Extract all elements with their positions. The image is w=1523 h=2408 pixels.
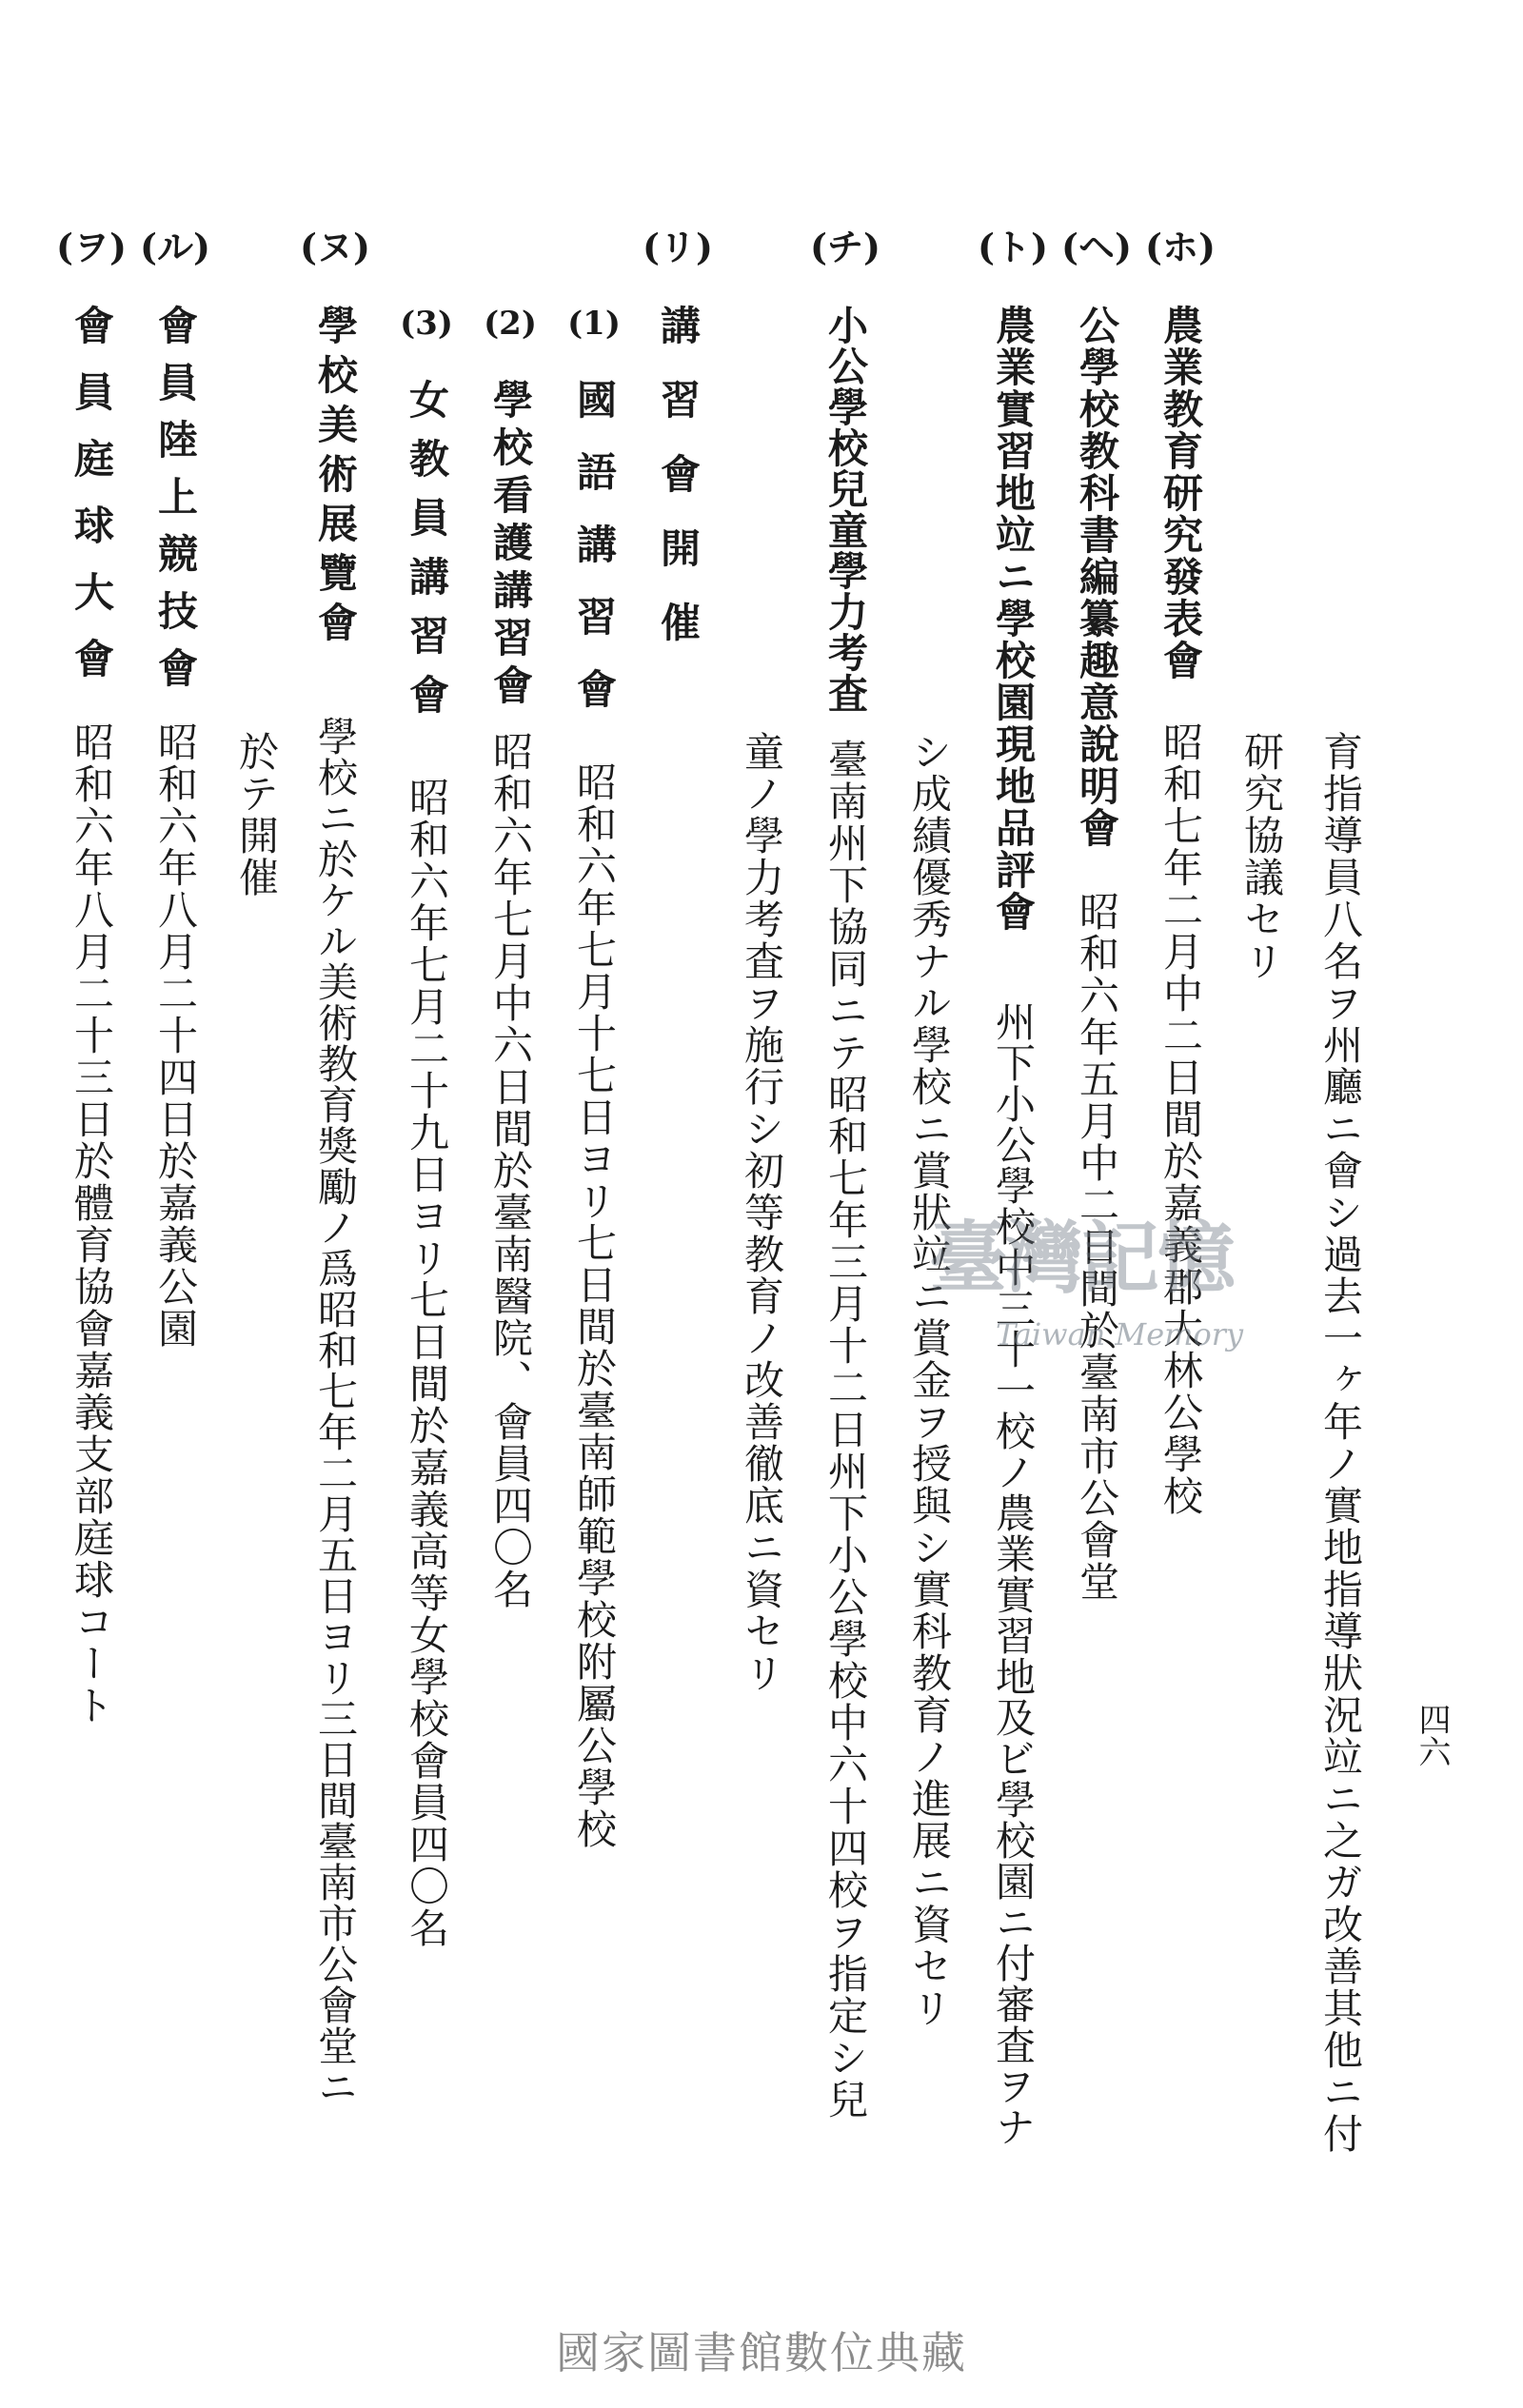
watermark-text: 臺灣記憶 bbox=[929, 1213, 1235, 1304]
item-to-detail-continued: シ成績優秀ナル學校ニ賞狀竝ニ賞金ヲ授與シ實科教育ノ進展ニ資セリ bbox=[906, 731, 953, 2029]
item-wo-detail: 昭和六年八月二十三日於體育協會嘉義支部庭球コート bbox=[69, 721, 115, 1727]
item-chi-detail-continued: 童ノ學力考査ヲ施行シ初等教育ノ改善徹底ニ資セリ bbox=[739, 731, 785, 1694]
item-he bbox=[1061, 0, 1132, 2408]
subitem-1-title: 國語講習會 bbox=[571, 379, 618, 740]
item-chi-continued bbox=[731, 0, 792, 2408]
item-ho-detail: 昭和七年二月中二日間於嘉義郡大林公學校 bbox=[1157, 721, 1204, 1517]
item-nu-marker: (ヌ) bbox=[300, 226, 370, 268]
page-number-column bbox=[1401, 0, 1462, 2408]
subitem-2 bbox=[480, 0, 541, 2408]
item-wo bbox=[56, 0, 127, 2408]
item-ru bbox=[140, 0, 210, 2408]
item-ri-title: 講習會開催 bbox=[655, 305, 702, 676]
item-chi bbox=[810, 0, 880, 2408]
subitem-2-detail: 昭和六年七月中六日間於臺南醫院、會員四〇名 bbox=[487, 731, 534, 1610]
item-ho bbox=[1145, 0, 1216, 2408]
continuation-line-2: 研究協議セリ bbox=[1238, 731, 1285, 982]
item-to bbox=[978, 0, 1048, 2408]
item-to-detail: 州下小公學校中三十一校ノ農業實習地及ビ學校園ニ付審査ヲナ bbox=[990, 1001, 1037, 2147]
watermark-subtext: Taiwan Memory bbox=[996, 1316, 1244, 1352]
item-chi-title: 小公學校兒童學力考査 bbox=[822, 305, 869, 714]
item-nu-detail: 學校ニ於ケル美術教育獎勵ノ爲昭和七年二月五日ヨリ三日間臺南市公會堂ニ bbox=[312, 716, 359, 2107]
item-chi-marker: (チ) bbox=[810, 226, 880, 268]
item-ru-marker: (ル) bbox=[140, 226, 210, 268]
continuation-column-1 bbox=[1310, 0, 1371, 2408]
subitem-2-marker: (2) bbox=[484, 305, 537, 343]
item-he-title: 公學校教科書編纂趣意說明會 bbox=[1074, 305, 1120, 849]
item-ri bbox=[643, 0, 713, 2408]
item-ru-detail: 昭和六年八月二十四日於嘉義公園 bbox=[152, 721, 199, 1350]
subitem-1-marker: (1) bbox=[567, 305, 621, 343]
subitem-3 bbox=[396, 0, 457, 2408]
subitem-3-marker: (3) bbox=[400, 305, 453, 343]
item-chi-detail: 臺南州下協同ニテ昭和七年三月十二日州下小公學校中六十四校ヲ指定シ兒 bbox=[822, 739, 869, 2121]
page-number: 四六 bbox=[1413, 1703, 1451, 1767]
continuation-line-1: 育指導員八名ヲ州廳ニ會シ過去一ヶ年ノ實地指導狀況竝ニ之ガ改善其他ニ付 bbox=[1317, 731, 1364, 2155]
item-ho-marker: (ホ) bbox=[1145, 226, 1216, 268]
item-wo-title: 會員庭球大會 bbox=[69, 305, 115, 704]
subitem-1-detail: 昭和六年七月十七日ヨリ七日間於臺南師範學校附屬公學校 bbox=[571, 761, 618, 1850]
item-he-detail: 昭和六年五月中二日間於臺南市公會堂 bbox=[1074, 891, 1120, 1603]
item-wo-marker: (ヲ) bbox=[56, 226, 127, 268]
item-to-continued bbox=[899, 0, 959, 2408]
item-he-marker: (ヘ) bbox=[1061, 226, 1132, 268]
item-nu bbox=[300, 0, 370, 2408]
item-ho-title: 農業教育研究發表會 bbox=[1157, 305, 1204, 681]
archive-footer: 國家圖書館數位典藏 bbox=[556, 2327, 967, 2378]
continuation-column-2 bbox=[1231, 0, 1292, 2408]
subitem-2-title: 學校看護講習會 bbox=[487, 379, 534, 712]
item-to-title: 農業實習地竝ニ學校園現地品評會 bbox=[990, 305, 1037, 933]
subitem-3-title: 女教員講習會 bbox=[404, 379, 450, 733]
subitem-1 bbox=[564, 0, 624, 2408]
item-nu-title: 學校美術展覽會 bbox=[312, 305, 359, 651]
item-ri-marker: (リ) bbox=[643, 226, 713, 268]
item-to-marker: (ト) bbox=[978, 226, 1048, 268]
item-ru-title: 會員陸上競技會 bbox=[152, 305, 199, 704]
subitem-3-detail: 昭和六年七月二十九日ヨリ七日間於嘉義高等女學校會員四〇名 bbox=[404, 777, 450, 1949]
item-nu-detail-continued: 於テ開催 bbox=[233, 731, 280, 898]
item-nu-continued bbox=[226, 0, 287, 2408]
